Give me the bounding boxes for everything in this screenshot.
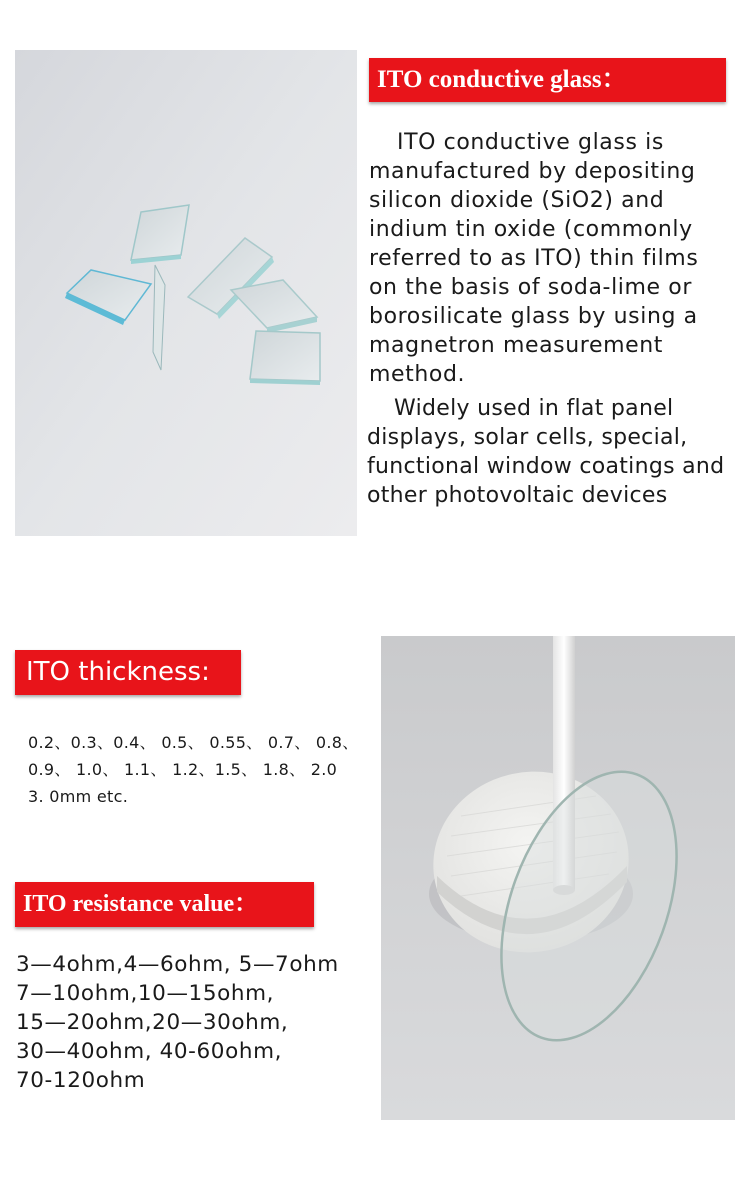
resistance-values-list [16,950,376,1095]
thickness-values-list [28,729,373,810]
ito-resistance-title: ITO resistance value： [15,882,314,927]
resistance-values-line: 30—40ohm, 40-60ohm, [16,1039,283,1064]
ito-glass-description: ITO conductive glass is manufactured by depositing silicon dioxide (SiO2) and indium tin oxide (commonly referred to as ITO) thin films on the basis of soda-lime or borosilicate glass by using a magnetron measurement method. [369,130,699,387]
resistance-values-line: 70-120ohm [16,1068,146,1093]
thickness-values-line: 0.2、0.3、0.4、 0.5、 0.55、 0.7、 0.8、 [28,733,359,752]
ito-thickness-title: ITO thickness: [15,650,241,695]
thickness-values-line: 0.9、 1.0、 1.1、 1.2、1.5、 1.8、 2.0 [28,760,338,779]
ito-glass-disc-photo [381,636,735,1120]
ito-conductive-glass-title: ITO conductive glass： [369,58,726,102]
resistance-values-line: 3—4ohm,4—6ohm, 5—7ohm [16,952,339,977]
thickness-values-line: 3. 0mm etc. [28,787,129,806]
resistance-values-line: 7—10ohm,10—15ohm, [16,981,275,1006]
resistance-values-line: 15—20ohm,20—30ohm, [16,1010,289,1035]
ito-glass-pieces-photo [15,50,357,536]
ito-glass-applications: Widely used in flat panel displays, solar cells, special, functional window coatings and other photovoltaic devices [367,396,725,508]
